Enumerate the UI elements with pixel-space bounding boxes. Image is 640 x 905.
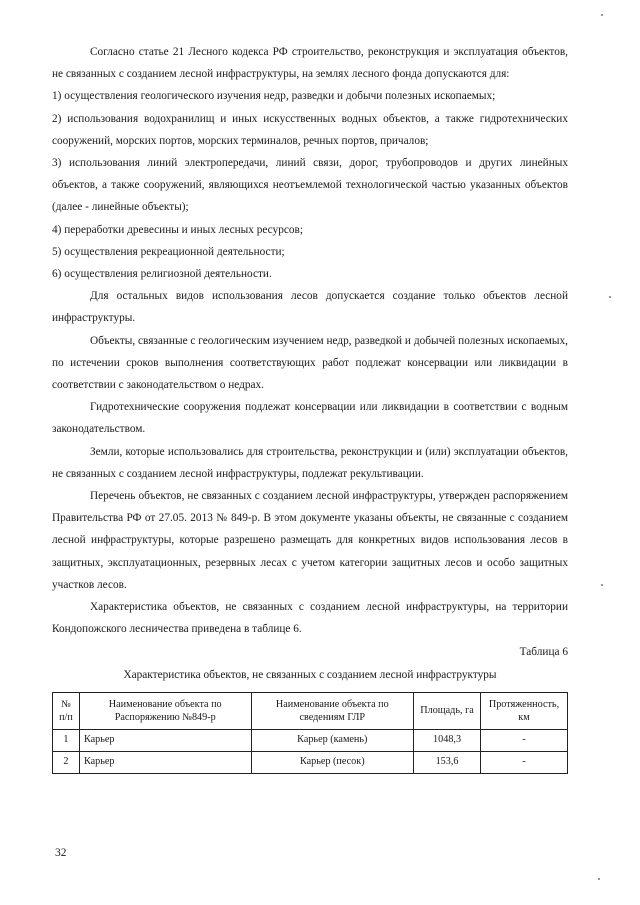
cell-name-by-glr: Карьер (камень) <box>251 729 414 751</box>
cell-number: 1 <box>53 729 80 751</box>
scan-speck <box>601 14 603 16</box>
table-label: Таблица 6 <box>519 646 568 659</box>
paragraph: Объекты, связанные с геологическим изучением недр, разведкой и добычей полезных ископаемых, по истечении сроков выполнения соответствующих работ подлежат консервации или ликвидации в соответствии с законодательством о недрах. <box>52 334 568 392</box>
header-area: Площадь, га <box>414 692 481 729</box>
cell-area: 153,6 <box>414 751 481 773</box>
table-caption: Характеристика объектов, не связанных с созданием лесной инфраструктуры <box>123 668 497 681</box>
page-number: 32 <box>55 847 67 859</box>
scan-speck <box>598 878 600 880</box>
table-header-row <box>53 692 568 729</box>
scan-speck <box>609 296 611 298</box>
paragraph: 5) осуществления рекреационной деятельности; <box>52 245 285 258</box>
paragraph: Для остальных видов использования лесов допускается создание только объектов лесной инфраструктуры. <box>52 290 568 325</box>
paragraph: Перечень объектов, не связанных с созданием лесной инфраструктуры, утвержден распоряжением Правительства РФ от 27.05. 2013 № 849-р. В этом документе указаны объекты, не связанные с созданием лесной инфраструктуры, которые разрешено размещать для конкретных видов использования лесов в защитных, эксплуатационных, резервных лесах с учетом категории защитных лесов и особо защитных участков лесов. <box>52 490 568 591</box>
header-length: Протяженность, км <box>481 692 568 729</box>
cell-name-by-glr: Карьер (песок) <box>251 751 414 773</box>
table-row <box>53 751 568 773</box>
paragraphs <box>52 41 568 640</box>
paragraph: 6) осуществления религиозной деятельности. <box>52 268 272 281</box>
paragraph: 1) осуществления геологического изучения недр, разведки и добычи полезных ископаемых; <box>52 90 496 103</box>
cell-name-by-order: Карьер <box>79 729 251 751</box>
objects-table <box>52 692 568 774</box>
body-text <box>52 41 568 774</box>
header-name-by-order: Наименование объекта по Распоряжению №849-р <box>79 692 251 729</box>
cell-number: 2 <box>53 751 80 773</box>
paragraph: Земли, которые использовались для строительства, реконструкции и (или) эксплуатации объектов, не связанных с созданием лесной инфраструктуры, подлежат рекультивации. <box>52 445 568 480</box>
paragraph: 2) использования водохранилищ и иных искусственных водных объектов, а также гидротехнических сооружений, морских портов, морских терминалов, речных портов, причалов; <box>52 112 568 147</box>
paragraph: Согласно статье 21 Лесного кодекса РФ строительство, реконструкция и эксплуатация объектов, не связанных с созданием лесной инфраструктуры, на землях лесного фонда допускаются для: <box>52 46 568 81</box>
paragraph: Характеристика объектов, не связанных с созданием лесной инфраструктуры, на территории Кондопожского лесничества приведена в таблице 6. <box>52 601 568 636</box>
cell-length: - <box>481 729 568 751</box>
table-row <box>53 729 568 751</box>
scan-speck <box>601 584 603 586</box>
cell-area: 1048,3 <box>414 729 481 751</box>
cell-name-by-order: Карьер <box>79 751 251 773</box>
paragraph: 3) использования линий электропередачи, линий связи, дорог, трубопроводов и других линейных объектов, а также сооружений, являющихся неотъемлемой технологической частью указанных объектов (далее - линейные объекты); <box>52 157 568 214</box>
header-name-by-glr: Наименование объекта по сведениям ГЛР <box>251 692 414 729</box>
header-number: № п/п <box>53 692 80 729</box>
paragraph: 4) переработки древесины и иных лесных ресурсов; <box>52 223 303 236</box>
cell-length: - <box>481 751 568 773</box>
paragraph: Гидротехнические сооружения подлежат консервации или ликвидации в соответствии с водным законодательством. <box>52 401 568 436</box>
